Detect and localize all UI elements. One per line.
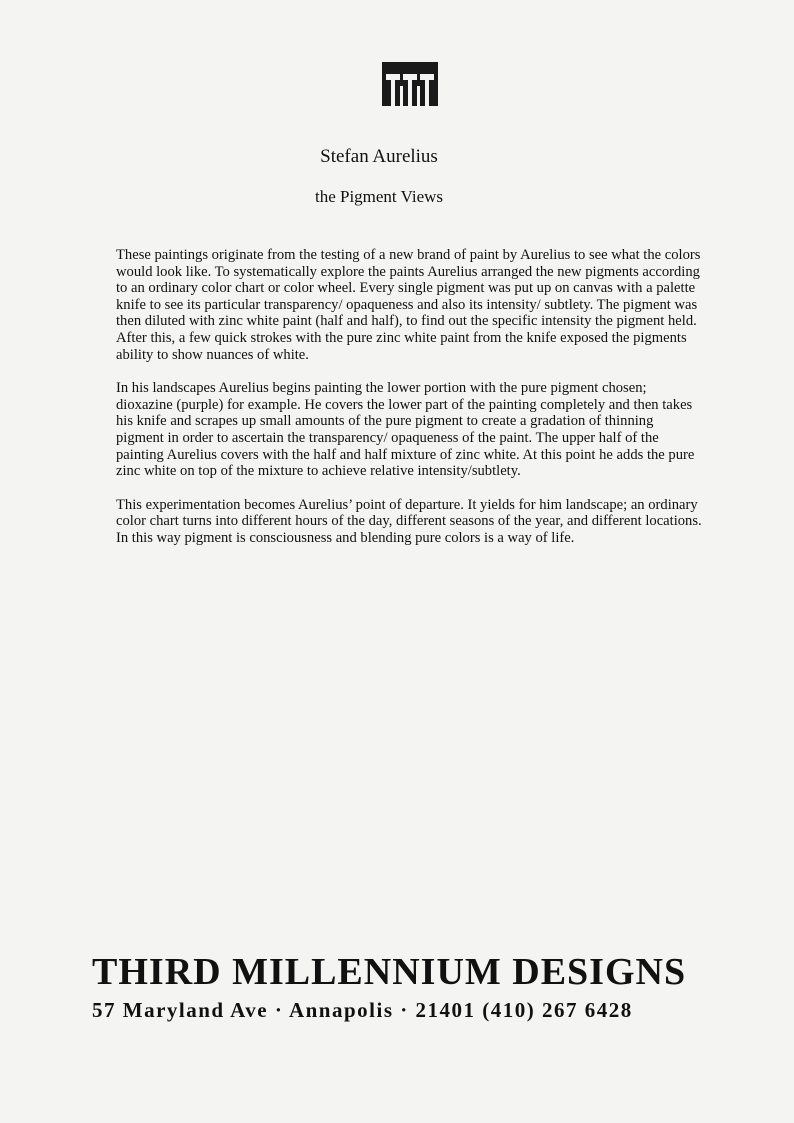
paragraph: These paintings originate from the testing of a new brand of paint by Aurelius to see what the colors would look like. To systematically explore the paints Aurelius arranged the new pigments according to an ordinary color chart or color wheel. Every single pigment was put up on canvas with a palette knife to see its particular transparency/ opaqueness and also its intensity/ subtlety. The pigment was then diluted with zinc white paint (half and half), to find out the specific intensity the pigment held. After this, a few quick strokes with the pure zinc white paint from the knife exposed the pigments ability to show nuances of white. <box>116 247 701 363</box>
artist-name: Stefan Aurelius <box>320 146 438 167</box>
company-name: THIRD MILLENNIUM DESIGNS <box>92 951 687 993</box>
statement-body <box>116 247 702 564</box>
company-address: 57 Maryland Ave · Annapolis · 21401 (410) 267 6428 <box>92 998 633 1022</box>
tmd-logo-icon <box>382 62 438 106</box>
paragraph: This experimentation becomes Aurelius’ point of departure. It yields for him landscape; an ordinary color chart turns into different hours of the day, different seasons of the year, and different locations. In this way pigment is consciousness and blending pure colors is a way of life. <box>116 496 702 546</box>
paragraph: In his landscapes Aurelius begins painting the lower portion with the pure pigment chosen; dioxazine (purple) for example. He covers the lower part of the painting completely and then takes his knife and scrapes up small amounts of the pure pigment to create a gradation of thinning pigment in order to ascertain the transparency/ opaqueness of the paint. The upper half of the painting Aurelius covers with the half and half mixture of zinc white. At this point he adds the pure zinc white on top of the mixture to achieve relative intensity/subtlety. <box>116 380 695 480</box>
series-title: the Pigment Views <box>314 187 444 206</box>
